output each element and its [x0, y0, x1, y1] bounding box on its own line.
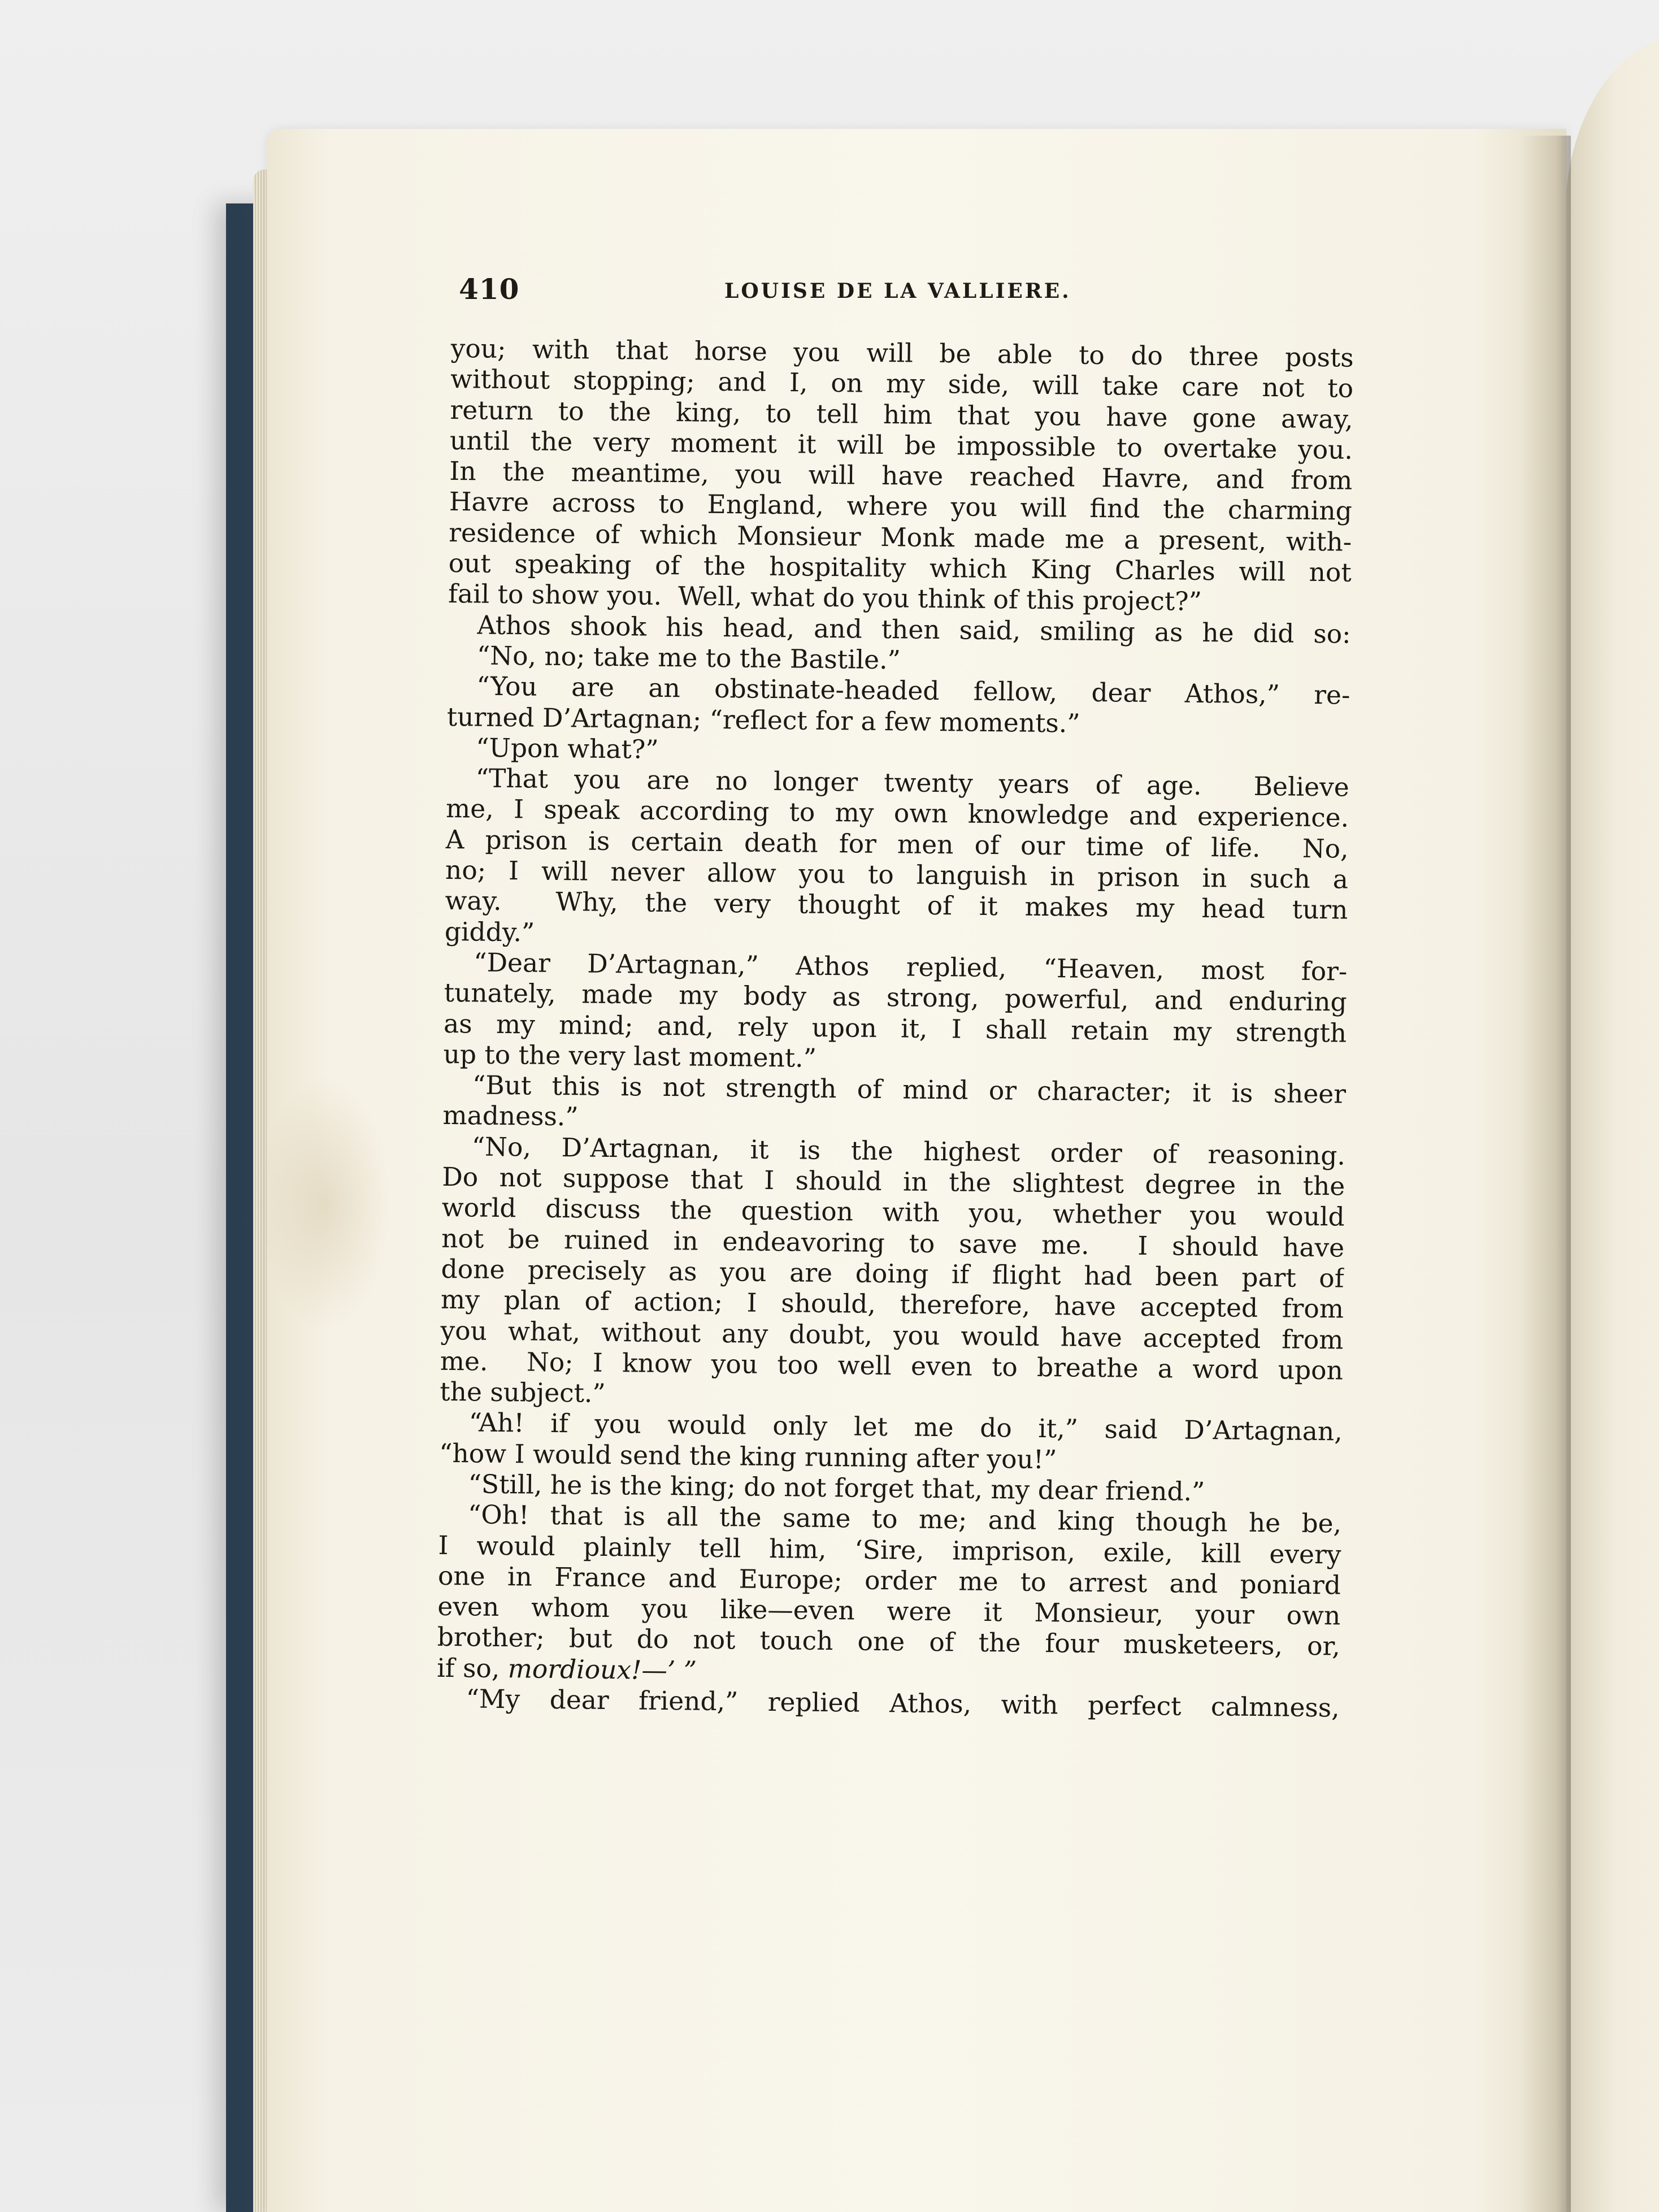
text-line: madness.” [442, 1100, 579, 1132]
text-line: Do not suppose that I should in the slightest degree in the [442, 1161, 1345, 1202]
text-line: “Oh! that is all the same to me; and king though he be, [467, 1499, 1342, 1539]
text-line: I would plainly tell him, ‘Sire, imprison, exile, kill every [438, 1530, 1341, 1570]
facing-page [1565, 34, 1659, 2212]
text-line: In the meantime, you will have reached Havre, and from [449, 456, 1353, 496]
text-line: residence of which Monsieur Monk made me a present, with- [449, 517, 1352, 557]
text-line: “No, no; take me to the Bastile.” [476, 640, 901, 675]
page-stain [257, 1074, 393, 1334]
text-line: brother; but do not touch one of the four musketeers, or, [437, 1622, 1341, 1662]
text-line: “Ah! if you would only let me do it,” said D’Artagnan, [468, 1407, 1343, 1447]
text-line: “My dear friend,” replied Athos, with perfect calmness, [466, 1684, 1340, 1723]
text-line: up to the very last moment.” [443, 1039, 817, 1073]
text-line: no; I will never allow you to languish in prison in such a [445, 855, 1349, 895]
text-line: out speaking of the hospitality which King Charles will not [448, 548, 1352, 588]
text-line: me. No; I know you too well even to breathe a word upon [440, 1346, 1344, 1386]
text-line: one in France and Europe; order me to arrest and poniard [437, 1560, 1341, 1601]
text-line: fail to show you. Well, what do you think of this project?” [448, 579, 1202, 617]
text-line: as my mind; and, rely upon it, I shall retain my strength [443, 1008, 1347, 1048]
text-line: return to the king, to tell him that you have gone away, [450, 394, 1353, 435]
body-text [435, 333, 1354, 1869]
text-line: you what, without any doubt, you would have accepted from [440, 1315, 1344, 1355]
text-line: A prison is certain death for men of our time of life. No, [445, 824, 1349, 864]
text-line: my plan of action; I should, therefore, have accepted from [440, 1285, 1344, 1324]
text-line: “But this is not strength of mind or character; it is sheer [472, 1070, 1347, 1109]
text-line-start: if so, [436, 1653, 509, 1684]
text-line: world discuss the question with you, whether you would [441, 1192, 1345, 1232]
text-line: “No, D’Artagnan, it is the highest order of reasoning. [471, 1131, 1346, 1171]
page-header [459, 272, 1363, 318]
text-line: “Dear D’Artagnan,” Athos replied, “Heaven, most for- [474, 947, 1348, 987]
text-line: way. Why, the very thought of it makes my head turn [445, 886, 1348, 926]
text-line: “You are an obstinate-headed fellow, dear Athos,” re- [476, 671, 1350, 710]
text-line: without stopping; and I, on my side, will take care not to [450, 364, 1354, 404]
page-gutter-shadow [1520, 136, 1571, 2212]
text-line: not be ruined in endeavoring to save me. I should have [441, 1223, 1345, 1263]
text-line: Havre across to England, where you will find the charming [449, 487, 1353, 527]
text-line: done precisely as you are doing if flight had been part of [441, 1254, 1344, 1294]
text-line: Athos shook his head, and then said, smiling as he did so: [477, 610, 1351, 649]
running-title: LOUISE DE LA VALLIERE. [724, 279, 1071, 303]
text-line: giddy.” [444, 916, 535, 948]
text-line: “That you are no longer twenty years of age. Believe [475, 763, 1349, 803]
text-line: the subject.” [440, 1376, 606, 1409]
text-line: you; with that horse you will be able to do three posts [450, 333, 1354, 373]
text-line: “how I would send the king running after you!” [438, 1438, 1057, 1475]
text-line: turned D’Artagnan; “reflect for a few moments.” [446, 701, 1080, 739]
text-line: even whom you like—even were it Monsieur, your own [437, 1591, 1341, 1631]
text-line: tunately, made my body as strong, powerful, and enduring [444, 978, 1347, 1017]
text-line: “Upon what?” [476, 732, 659, 765]
page-number: 410 [459, 272, 520, 306]
text-line: me, I speak according to my own knowledge and experience. [445, 793, 1349, 834]
text-line: “Still, he is the king; do not forget that, my dear friend.” [468, 1469, 1205, 1507]
italic-oath: mordioux!—’ ” [507, 1653, 697, 1686]
text-line: until the very moment it will be impossible to overtake you. [449, 425, 1353, 465]
